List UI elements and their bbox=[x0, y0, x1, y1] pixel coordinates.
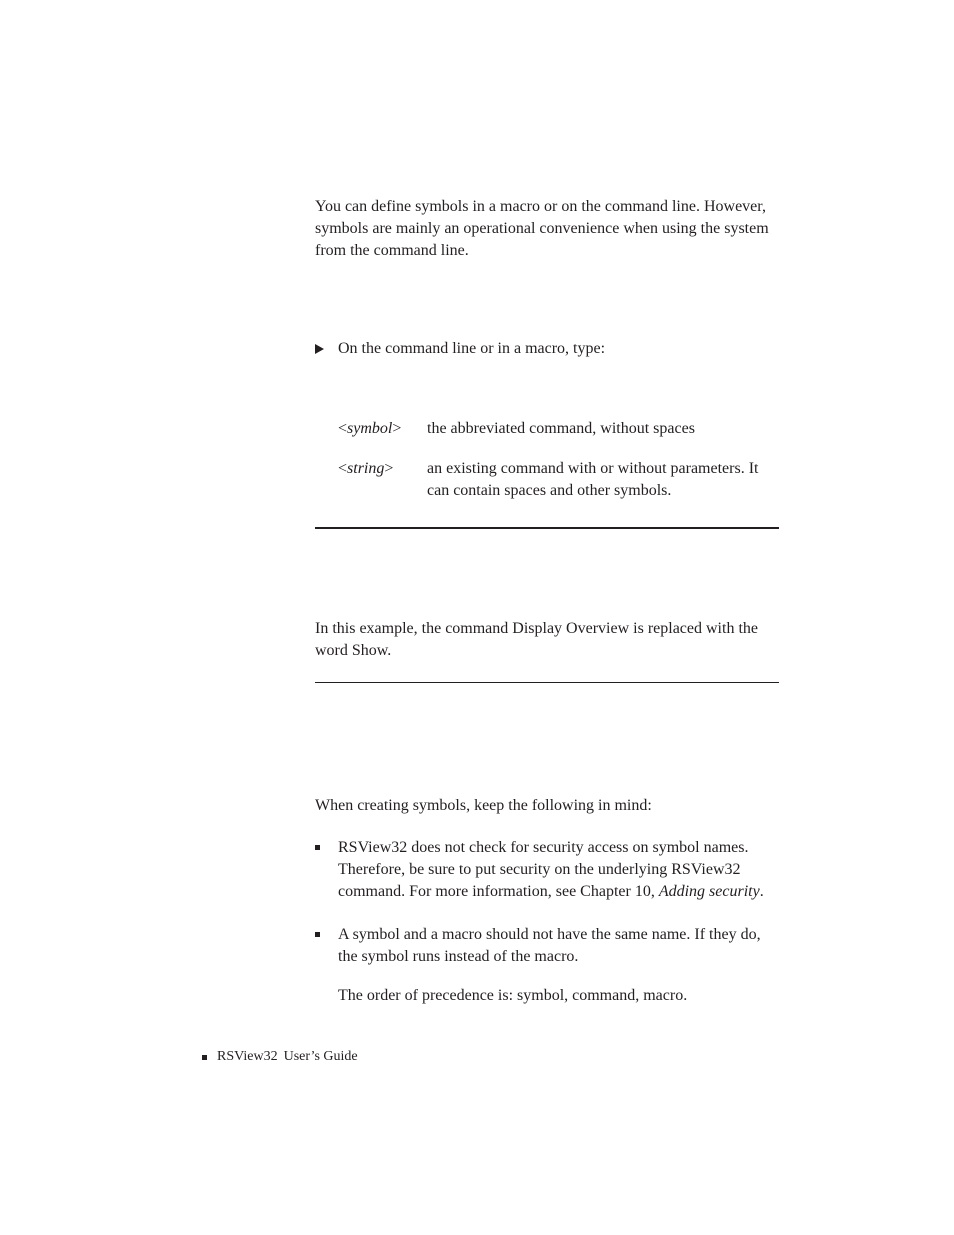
bullet-security-note: RSView32 does not check for security access on symbol names. Therefore, be sure to put security on the underlying RSView32 command. For more information, see Chapter 10, Adding security. bbox=[338, 839, 764, 900]
step-instruction: On the command line or in a macro, type: bbox=[338, 340, 606, 357]
bullet-name-conflict-note: A symbol and a macro should not have the same name. If they do, the symbol runs instead of the macro. bbox=[338, 926, 761, 965]
parameter-term-symbol: <symbol> bbox=[338, 420, 402, 437]
bullet-square-icon bbox=[315, 845, 320, 850]
chapter-reference: Adding security bbox=[658, 883, 760, 900]
page-footer bbox=[217, 1048, 358, 1066]
parameter-definition-string: an existing command with or without parameters. It can contain spaces and other symbols. bbox=[427, 460, 759, 499]
section-divider-top bbox=[315, 527, 779, 529]
precedence-note: The order of precedence is: symbol, command, macro. bbox=[338, 987, 688, 1004]
parameter-term-string: <string> bbox=[338, 460, 394, 477]
intro-paragraph: You can define symbols in a macro or on the command line. However, symbols are mainly an operational convenience when using the system from the command line. bbox=[315, 198, 769, 259]
parameter-definition-symbol: the abbreviated command, without spaces bbox=[427, 420, 695, 437]
footer-square-icon bbox=[202, 1055, 207, 1060]
footer-product: RSView32 bbox=[217, 1049, 278, 1064]
bullet-square-icon bbox=[315, 932, 320, 937]
footer-guide: User’s Guide bbox=[283, 1049, 358, 1064]
example-paragraph: In this example, the command Display Overview is replaced with the word Show. bbox=[315, 620, 758, 659]
step-arrow-icon bbox=[315, 344, 324, 354]
creating-intro: When creating symbols, keep the following in mind: bbox=[315, 797, 652, 814]
section-divider-bottom bbox=[315, 682, 779, 683]
